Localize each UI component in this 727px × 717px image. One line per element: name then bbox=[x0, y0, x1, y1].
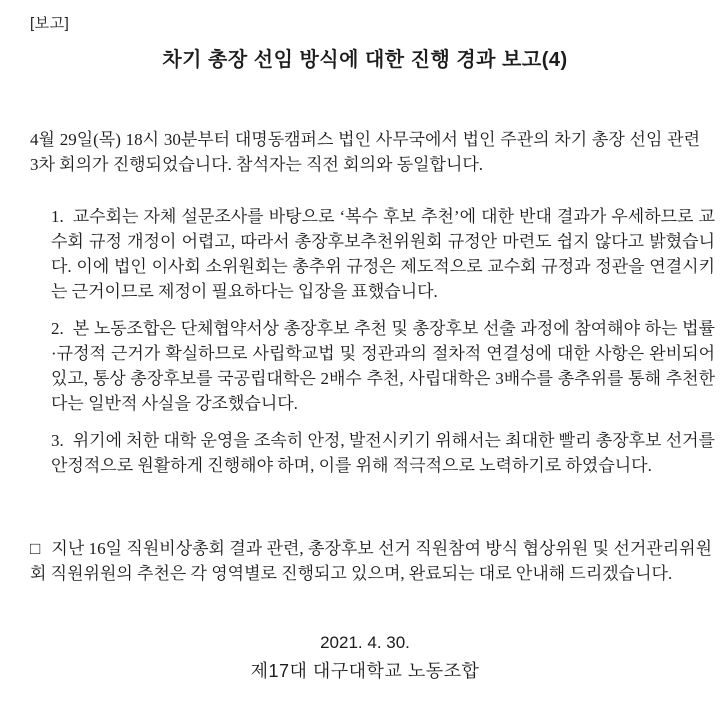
item-3-number: 3. bbox=[51, 431, 64, 450]
item-1-number: 1. bbox=[51, 207, 64, 226]
item-3-text: 위기에 처한 대학 운영을 조속히 안정, 발전시키기 위해서는 최대한 빨리 총장후보 선거를 안정적으로 원활하게 진행해야 하며, 이를 위해 적극적으로 노력하기로 하였습니다. bbox=[51, 431, 715, 475]
intro-paragraph: 4월 29일(목) 18시 30분부터 대명동캠퍼스 법인 사무국에서 법인 주관의 차기 총장 선임 관련 3차 회의가 진행되었습니다. 참석자는 직전 회의와 동일합니다. bbox=[30, 130, 700, 174]
report-item-2 bbox=[51, 316, 715, 416]
report-item-list bbox=[51, 204, 715, 478]
report-date: 2021. 4. 30. bbox=[320, 633, 410, 652]
report-item-3 bbox=[51, 428, 715, 478]
notice-text: 지난 16일 직원비상총회 결과 관련, 총장후보 선거 직원참여 방식 협상위원 및 선거관리위원회 직원위원의 추천은 각 영역별로 진행되고 있으며, 완료되는 대로 안내해 드리겠습니다. bbox=[30, 539, 712, 583]
item-1-text: 교수회는 자체 설문조사를 바탕으로 ‘복수 후보 추천’에 대한 반대 결과가 우세하므로 교수회 규정 개정이 어렵고, 따라서 총장후보추천위원회 규정안 마련도 쉽지 않다고 밝혔습니다. 이에 법인 이사회 소위원회는 총추위 규정은 제도적으로 교수회 규정과 정관을 연결시키는 근거이므로 제정이 필요하다는 입장을 표했습니다. bbox=[51, 207, 715, 301]
signature-line: 제17대 대구대학교 노동조합 bbox=[250, 661, 480, 681]
item-2-number: 2. bbox=[51, 319, 64, 338]
doc-tag: [보고] bbox=[30, 15, 70, 32]
report-item-1 bbox=[51, 204, 715, 304]
square-bullet-icon: □ bbox=[30, 539, 41, 558]
page-title: 차기 총장 선임 방식에 대한 진행 경과 보고(4) bbox=[162, 49, 568, 71]
item-2-text: 본 노동조합은 단체협약서상 총장후보 추천 및 총장후보 선출 과정에 참여해야 하는 법률·규정적 근거가 확실하므로 사립학교법 및 정관과의 절차적 연결성에 대한 사항은 완비되어 있고, 통상 총장후보를 국공립대학은 2배수 추천, 사립대학은 3배수를 총추위를 통해 추천한다는 일반적 사실을 강조했습니다. bbox=[51, 319, 715, 413]
notice-paragraph bbox=[30, 536, 712, 586]
